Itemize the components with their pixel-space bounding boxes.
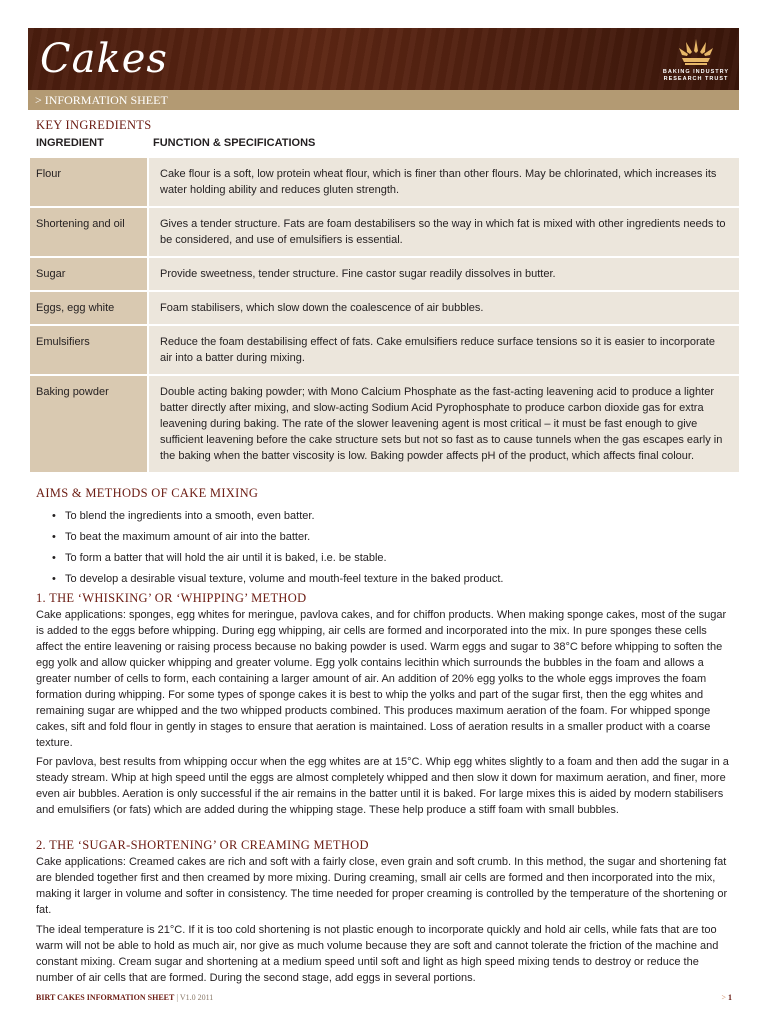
table-row [30, 207, 739, 257]
ingredients-table [30, 158, 739, 474]
ingredient-cell: Sugar [30, 257, 148, 291]
table-row [30, 291, 739, 325]
function-cell: Provide sweetness, tender structure. Fine castor sugar readily dissolves in butter. [148, 257, 739, 291]
list-item: • To form a batter that will hold the air until it is baked, i.e. be stable. [52, 548, 503, 569]
ingredient-cell: Flour [30, 158, 148, 207]
whisking-paragraph-2: For pavlova, best results from whipping occur when the egg whites are at 15°C. Whip egg whites slightly to a foam and then add the sugar in a steady stream. Whip at high speed until the eggs are almost completely whipped and then slow it down for maximum aeration, and finer, more even air bubbles. Aeration is only successful if the air remains in the batter until it is baked. For large mixes this is aided by modern stabilisers and emulsifiers (or fats) which are added during the whipping stage. These help produce a stiff foam with small bubbles. [36, 756, 729, 816]
info-sheet-label: > INFORMATION SHEET [35, 93, 168, 107]
header-banner [28, 28, 739, 90]
page-title: Cakes [40, 36, 168, 82]
function-cell: Double acting baking powder; with Mono Calcium Phosphate as the fast-acting leavening acid to produce a lighter batter directly after mixing, and slow-acting Sodium Acid Pyrophosphate to produce carbon dioxide gas for extra leavening during baking. The rate of the slower leavening agent is most critical – it must be fast enough to give sufficient leavening before the cake structure sets but not so fast as to cause tunnels when the gas escapes early in the baking when the batter viscosity is low. Baking powder affects pH of the product, which affects final colour. [148, 375, 739, 473]
info-sheet-bar [28, 90, 739, 110]
ingredient-cell: Emulsifiers [30, 325, 148, 375]
footer-version: V1.0 2011 [179, 993, 214, 1002]
whisking-paragraph-1: Cake applications: sponges, egg whites for meringue, pavlova cakes, and for chiffon products. When making sponge cakes, most of the sugar is added to the eggs before whipping. During egg whipping, air cells are formed and incorporated into the mix. In pure sponges these cells affect the entire leavening or raising process because no baking powder is used. Warm eggs and sugar to 38°C before whipping to soften the egg yolk and allow quicker whipping and greater volume. Egg yolk contains lecithin which surrounds the bubbles in the foam and allows a greater number of cells to form, each containing a larger amount of air. An addition of 20% egg yolks to the whole eggs improves the foam formation during whipping. For some types of sponge cakes it is best to whip the yolks and part of the sugar first, then the egg whites and remaining sugar are whipped and the two whipped products combined. This produces maximum aeration of the foam. For whipped sponge cakes, sift and fold flour in gently in stages to ensure that aeration is maintained. Loss of aeration results in a smaller product with a coarse texture. [36, 609, 727, 749]
ingredient-cell: Baking powder [30, 375, 148, 473]
wheat-crown-icon [676, 37, 716, 67]
birt-logo [661, 37, 731, 83]
creaming-paragraph-2: The ideal temperature is 21°C. If it is too cold shortening is not plastic enough to incorporate quickly and hold air cells, while fats that are too warm will not be able to hold as much air, nor give as much volume because they are soft and cannot tolerate the friction of the machine and constant mixing. Cream sugar and shortening at a medium speed until soft and light as high speed mixing tends to destroy or reduce the number of air cells that are formed. During the second stage, add eggs in several portions. [36, 924, 719, 984]
creaming-paragraph-1: Cake applications: Creamed cakes are rich and soft with a fairly close, even grain and soft crumb. In this method, the sugar and shortening fat are blended together first and then creamed by more mixing. During creaming, small air cells are formed and then incorporated into the mix, making it larger in volume and softer in consistency. The time needed for proper creaming is controlled by the temperature of the shortening or fat. [36, 856, 728, 916]
column-header-ingredient: INGREDIENT [36, 137, 104, 149]
table-row [30, 257, 739, 291]
list-item: • To beat the maximum amount of air into the batter. [52, 527, 503, 548]
ingredient-cell: Eggs, egg white [30, 291, 148, 325]
column-header-function: FUNCTION & SPECIFICATIONS [153, 137, 316, 149]
aims-list [52, 506, 503, 590]
function-cell: Foam stabilisers, which slow down the coalescence of air bubbles. [148, 291, 739, 325]
creaming-method-heading: 2. THE ‘SUGAR-SHORTENING’ OR CREAMING METHOD [36, 838, 369, 852]
footer-separator: | [176, 993, 180, 1002]
function-cell: Reduce the foam destabilising effect of fats. Cake emulsifiers reduce surface tensions so it is easier to incorporate air into a batter during mixing. [148, 325, 739, 375]
ingredient-cell: Shortening and oil [30, 207, 148, 257]
table-row [30, 375, 739, 473]
logo-line-2: RESEARCH TRUST [663, 76, 729, 82]
page-number-value: 1 [728, 993, 732, 1002]
logo-line-1: BAKING INDUSTRY [662, 69, 730, 75]
list-item: • To blend the ingredients into a smooth, even batter. [52, 506, 503, 527]
whisking-method-heading: 1. THE ‘WHISKING’ OR ‘WHIPPING’ METHOD [36, 591, 307, 605]
function-cell: Gives a tender structure. Fats are foam destabilisers so the way in which fat is mixed with other ingredients needs to be considered, and use of emulsifiers is essential. [148, 207, 739, 257]
page-number [721, 993, 732, 1002]
key-ingredients-heading: KEY INGREDIENTS [36, 118, 152, 132]
table-row [30, 158, 739, 207]
function-cell: Cake flour is a soft, low protein wheat flour, which is finer than other flours. May be chlorinated, which increases its water holding ability and reduces gluten strength. [148, 158, 739, 207]
footer-label: BIRT CAKES INFORMATION SHEET [36, 993, 175, 1002]
table-row [30, 325, 739, 375]
footer [36, 993, 213, 1002]
aims-heading: AIMS & METHODS OF CAKE MIXING [36, 486, 259, 500]
page-arrow: > [721, 993, 726, 1002]
list-item: • To develop a desirable visual texture, volume and mouth-feel texture in the baked product. [52, 569, 503, 590]
